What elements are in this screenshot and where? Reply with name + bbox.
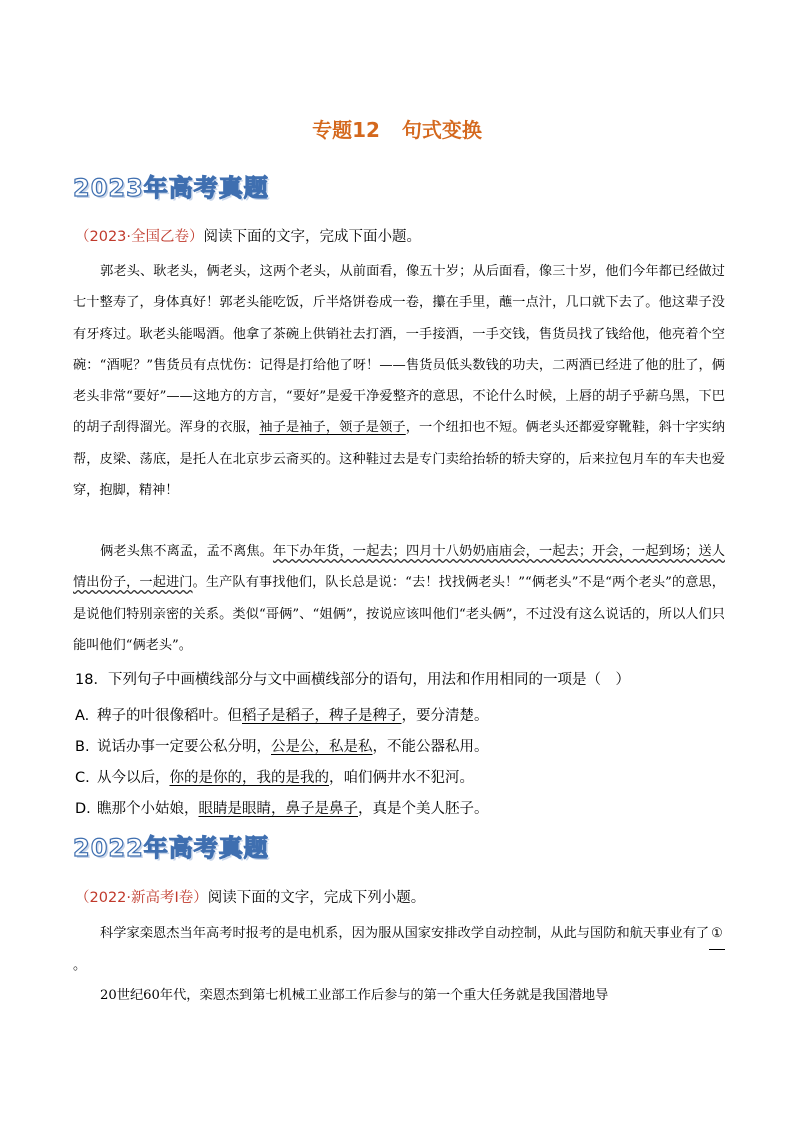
page-title — [0, 114, 794, 143]
passage-text: 20世纪60年代，栾恩杰到第七机械工业部工作后参与的第一个重大任务就是我国潜地导 — [100, 988, 609, 1003]
wavy-underlined-phrase: 年下办年货，一起去；四月十八奶奶庙庙会，一起去；开会，一起到场；送人情出份子，一起进门 — [73, 544, 725, 591]
option-text: ，咱们俩井水不犯河。 — [329, 770, 474, 786]
option-label: A. — [75, 708, 90, 724]
title-sub: 句式变换 — [401, 118, 482, 142]
passage-text: ，一个纽扣也不短。俩老头还都爱穿靴鞋，斜十字实纳帮，皮梁、荡底，是托人在北京步云斋买的。这种鞋过去是专门卖给抬轿的轿夫穿的，后来拉包月车的车夫也爱穿，抱脚，精神！ — [73, 420, 726, 499]
passage-paragraph-3 — [73, 918, 725, 982]
option-a[interactable] — [75, 704, 489, 725]
section-heading-2023: 2023年高考真题 — [73, 174, 269, 202]
option-label: C. — [75, 770, 90, 786]
option-c[interactable] — [75, 766, 474, 787]
source-line-2023 — [75, 225, 421, 246]
question-18: 18．下列句子中画横线部分与文中画横线部分的语句，用法和作用相同的一项是（ ） — [75, 672, 630, 688]
option-text: 从今以后， — [97, 770, 170, 786]
option-underlined: 眼睛是眼睛，鼻子是鼻子 — [198, 801, 358, 817]
passage-paragraph-4 — [73, 980, 725, 1011]
option-underlined: 稻子是稻子，稗子是稗子 — [242, 708, 402, 724]
passage-text: 郭老头、耿老头，俩老头，这两个老头，从前面看，像五十岁；从后面看，像三十岁，他们今年都已经做过七十整寿了，身体真好！郭老头能吃饭，斤半烙饼卷成一卷，攥在手里，蘸一点汁，几口就下去了。他这辈子没有牙疼过。耿老头能喝酒。他拿了茶碗上供销社去打酒，一手接酒，一手交钱，售货员找了钱给他，他亮着个空碗：“酒呢？”售货员有点忧伤：记得是打给他了呀！——售货员低头数钱的功夫，二两酒已经进了他的肚了，俩老头非常“要好”——这地方的方言，“要好”是爱干净爱整齐的意思，不论什么时候，上唇的胡子乎薪乌黑，下巴的胡子刮得溜光。浑身的衣服， — [73, 264, 725, 436]
option-underlined: 公是公，私是私 — [271, 739, 373, 755]
passage-paragraph-2 — [73, 536, 725, 661]
passage-paragraph-1 — [73, 256, 725, 506]
instruction-text: 阅读下面的文字，完成下面小题。 — [203, 229, 422, 245]
option-label: B. — [75, 739, 90, 755]
source-line-2022 — [75, 886, 425, 907]
title-main: 专题12 — [312, 118, 380, 142]
instruction-text: 阅读下面的文字，完成下列小题。 — [207, 890, 426, 906]
source-tag: （2023·全国乙卷） — [75, 229, 204, 245]
underlined-phrase: 袖子是袖子，领子是领子 — [259, 420, 406, 436]
option-d[interactable] — [75, 797, 489, 818]
option-text: ，真是个美人胚子。 — [358, 801, 489, 817]
source-tag: （2022·新高考Ⅰ卷） — [75, 890, 208, 906]
option-text: ，不能公器私用。 — [372, 739, 489, 755]
fill-blank[interactable]: ① — [709, 918, 725, 950]
option-b[interactable] — [75, 735, 489, 756]
section-heading-2022: 2022年高考真题 — [73, 834, 269, 862]
passage-text: 俩老头焦不离孟，孟不离焦。 — [100, 544, 273, 559]
option-text: ，要分清楚。 — [401, 708, 489, 724]
option-text: 说话办事一定要公私分明， — [97, 739, 271, 755]
passage-text: 科学家栾恩杰当年高考时报考的是电机系，因为服从国家安排改学自动控制，从此与国防和航天事业有了 — [100, 926, 710, 941]
option-text: 瞧那个小姑娘， — [97, 801, 199, 817]
passage-text: 。生产队有事找他们，队长总是说：“去！找找俩老头！”“俩老头”不是“两个老头”的意思，是说他们特别亲密的关系。类似“哥俩”、“姐俩”，按说应该叫他们“老头俩”，不过没有这么说话的，所以人们只能叫他们“俩老头”。 — [73, 575, 725, 653]
option-underlined: 你的是你的，我的是我的 — [169, 770, 329, 786]
option-label: D. — [75, 801, 91, 817]
option-text: 稗子的叶很像稻叶。但 — [97, 708, 242, 724]
passage-text: 。 — [73, 958, 87, 974]
